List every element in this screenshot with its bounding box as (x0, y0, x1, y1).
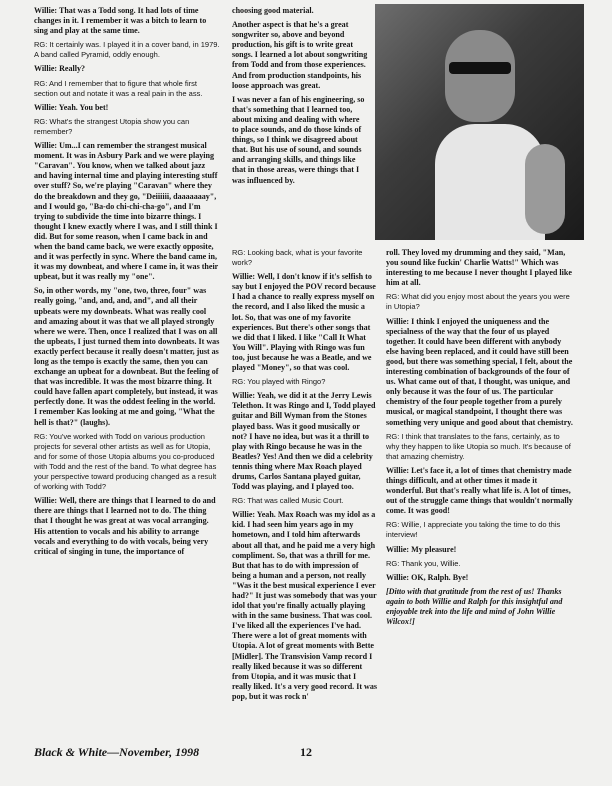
answer-paragraph: Willie: Um...I can remember the strangest musical moment. It was in Asbury Park and we were playing "Caravan". You know, when we talked about jazz and having internal time and playing interesting stuff over stuff? So, we're playing "Caravan" where they do the breakdown and they go, "Deiiiiii, daaaaaaay", and I would go, "Ba-do chi-chi-cha-go", and I'm trying to subdivide the time into bizarre things. I thought I knew exactly where I was, and I still think I did. But for some reason, when I came back in and when the band came back, we were exactly opposite, and it was perfectly in sync. Where the band came in, it was my downbeat, and where I came in, it was their upbeat, but it was really my "one". (34, 141, 219, 282)
photo-head (445, 30, 515, 122)
photo-sunglasses (449, 62, 511, 74)
answer-paragraph: Another aspect is that he's a great songwriter so, above and beyond production, his gift is to write great songs. I learned a lot about songwriting from Todd and from those experiences. And from production standpoints, his loose approach was great. (232, 20, 368, 90)
page-number: 12 (300, 745, 312, 759)
interviewer-question: RG: What did you enjoy most about the years you were in Utopia? (386, 292, 570, 312)
interviewer-question: RG: You played with Ringo? (232, 377, 326, 387)
answer-paragraph: Willie: That was a Todd song. It had lots of time changes in it. I remember it was a bitch to learn to sing and play at the same time. (34, 6, 207, 36)
column-2-lower (232, 248, 377, 706)
answer-paragraph: I was never a fan of his engineering, so that's something that I learned too, about mixing and dealing with where to place sounds, and do those kinds of things, so I think we disagreed about that. But his use of sound, and sounds and arranging skills, and things like that in those areas, were things that I was influenced by. (232, 94, 365, 185)
interviewer-question: RG: You've worked with Todd on various production projects for several other artists as well as for Utopia, and for some of those Utopia albums you co-produced with Todd and the rest of the band. To what degree has your perspective toward producing changed as a result of working with Todd? (34, 431, 217, 492)
answer-paragraph: Willie: Really? (34, 64, 86, 74)
column-3 (386, 248, 574, 631)
interviewer-question: RG: It certainly was. I played it in a cover band, in 1979. A band called Pyramid, oddly enough. (34, 40, 220, 60)
portrait-photo (375, 4, 584, 240)
answer-paragraph: Willie: Well, there are things that I learned to do and there are things that I learned not to do. The thing that I thought he was great at was vocal arranging. His attention to vocals and his ability to arrange vocals and everything to do with vocals, being very critical of singing in tune, the importance of (34, 496, 216, 556)
interviewer-question: RG: And I remember that to figure that whole first section out and notate it was a real pain in the ass. (34, 78, 203, 98)
answer-paragraph: roll. They loved my drumming and they said, "Man, you sound like fuckin' Charlie Watts!" Which was interesting to me because I never thought I played like him at all. (386, 248, 572, 288)
answer-paragraph: Willie: Well, I don't know if it's selfish to say but I enjoyed the POV record because I had a chance to really express myself on the record, and I also liked the music a lot. So, that was one of my favorite experiences. But there's other songs that we did that I liked. I like "Call It What You Will". Playing with Ringo was fun too, just because he was a Beatle, and we played "Money", so that was cool. (232, 272, 376, 373)
interviewer-question: RG: That was called Music Court. (232, 496, 344, 506)
answer-paragraph: choosing good material. (232, 6, 314, 15)
footer-title: Black & White—November, 1998 (34, 745, 200, 759)
answer-paragraph: Willie: Yeah. Max Roach was my idol as a kid. I had seen him years ago in my hometown, and I told him afterwards about all that, and he paid me a very high compliment. So, that was a thrill for me. But that has to do with impression of being a human and a person, not really "Was it the best musical experience I ever had?" It just was somebody that was your idol that you're finally actually playing with in the same business. That was cool. I've liked all the experiences I've had. There were a lot of great moments with Utopia. A lot of great moments with Bette [Midler]. The Transvision Vamp record I really liked because it was so different from Utopia, and it was music that I really liked. It's a very good record. It was pop, but it was rock n' (232, 510, 377, 701)
interviewer-question: RG: What's the strangest Utopia show you can remember? (34, 116, 190, 136)
interviewer-question: RG: I think that translates to the fans, certainly, as to why they happen to like Utopia so much. It's because of that amazing chemistry. (386, 431, 571, 461)
answer-paragraph: Willie: I think I enjoyed the uniqueness and the specialness of the way that the four of us played together. It could have been different with anybody else having been replaced, and it could have still been good, but there was something special, I felt, about the interesting combination of backgrounds of the four of us. What came out of that, I thought, was unique, and only because it was the four of us. The particular chemistry of the four people together from a purely musical, or magical standpoint, I thought there was something very unique and good about that chemistry. (386, 316, 573, 427)
photo-arm (525, 144, 565, 234)
interviewer-question: RG: Looking back, what is your favorite work? (232, 248, 363, 268)
column-2 (232, 6, 368, 190)
column-1 (34, 6, 220, 561)
editor-note: [Ditto with that gratitude from the rest of us! Thanks again to both Willie and Ralph for this insightful and enjoyable trek into the life and mind of John Willie Wilcox!] (386, 586, 563, 627)
interviewer-question: RG: Thank you, Willie. (386, 558, 461, 568)
interviewer-question: RG: Willie, I appreciate you taking the time to do this interview! (386, 520, 561, 540)
answer-paragraph: Willie: Yeah. You bet! (34, 102, 109, 112)
answer-paragraph: So, in other words, my "one, two, three, four" was really going, "and, and, and, and", and all their upbeats were my downbeats. What was really cool and amazing about it was that we all played strongly where we were. Then, once I realized that I was on all the upbeats, I just turned them into downbeats. It was exactly perfect because it really doesn't matter, just as long as the tempo is exactly the same, then you can exchange an upbeat for a downbeat. But the feeling of that was incredible. It was the most bizarre thing. It could have fallen apart completely, but instead, it was perfectly done. It was the oddest feeling in the world. I remember Kas looking at me and going, "What the hell is that?" (laughs). (34, 286, 220, 427)
answer-paragraph: Willie: OK, Ralph. Bye! (386, 572, 469, 582)
answer-paragraph: Willie: Yeah, we did it at the Jerry Lewis Telethon. It was Ringo and I, Todd played guitar and Bill Wyman from the Stones played bass. Was it good musically or not? I have no idea, but was it a thrill to play with Ringo because he was in the Beatles? Yes! And then we did a celebrity tennis thing where Max Roach played drums, Carlos Santana played guitar, Todd was playing, and I played too. (232, 391, 376, 492)
answer-paragraph: Willie: Let's face it, a lot of times that chemistry made things difficult, and at other times it made it wonderful. But that's really what life is. A lot of times, out of the struggle came things that wouldn't normally come. It was good! (386, 465, 573, 516)
answer-paragraph: Willie: My pleasure! (386, 544, 457, 554)
